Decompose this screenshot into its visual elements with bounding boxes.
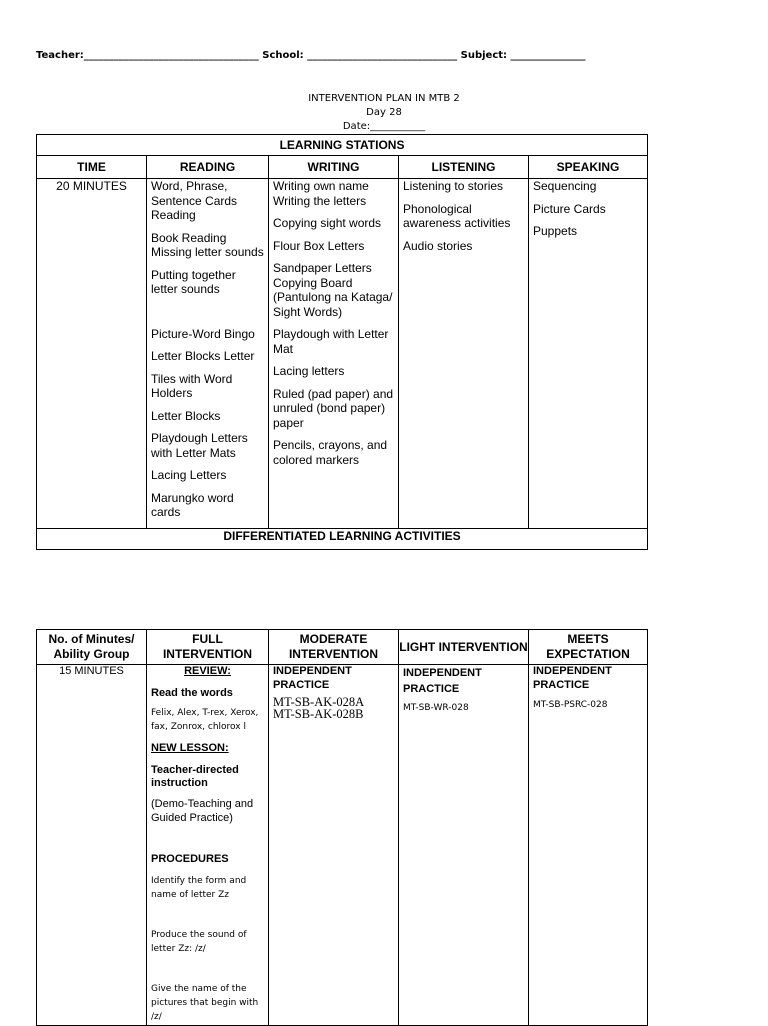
list-item: Picture-Word Bingo [151, 326, 255, 341]
full-intervention-cell [147, 665, 269, 1026]
list-item: Tiles with Word Holders [151, 371, 233, 400]
meets-expectation-cell [529, 665, 648, 1026]
worksheet-code: MT-SB-PSRC-028 [533, 700, 608, 710]
minutes-cell: 15 MINUTES [37, 665, 147, 1026]
demo-label: (Demo-Teaching and Guided Practice) [151, 797, 254, 824]
list-item: Marungko word cards [151, 490, 234, 519]
col-time: TIME [37, 156, 147, 179]
list-item: Copying sight words [273, 216, 382, 230]
list-item: Letter Blocks Letter [151, 349, 255, 363]
new-lesson-label: NEW LESSON: [151, 742, 229, 754]
list-item: Sequencing [533, 179, 597, 193]
list-item: Ruled (pad paper) and unruled (bond paper) paper [273, 386, 394, 430]
list-item: Audio stories [403, 238, 473, 253]
procedure-step: Identify the form and name of letter Zz [151, 876, 247, 900]
differentiated-table [36, 629, 648, 1026]
list-item: Listening to stories [403, 179, 504, 193]
col-moderate-intervention: MODERATE INTERVENTION [269, 630, 399, 665]
col-light-intervention: LIGHT INTERVENTION [399, 630, 529, 665]
col-listening: LISTENING [399, 156, 529, 179]
worksheet-code: MT-SB-AK-028B [273, 707, 364, 721]
speaking-cell [529, 179, 648, 529]
independent-practice-label: INDEPENDENT PRACTICE [273, 665, 352, 691]
col-reading: READING [147, 156, 269, 179]
listening-cell [399, 179, 529, 529]
list-item: Lacing Letters [151, 468, 227, 482]
list-item: Book Reading Missing letter sounds [151, 230, 264, 259]
procedure-step: Give the name of the pictures that begin with /z/ [151, 984, 259, 1022]
col-minutes: No. of Minutes/ Ability Group [37, 630, 147, 665]
header-fields: Teacher:___________________________________ School: ______________________________ Subject: _______________ [36, 50, 586, 61]
learning-stations-table [36, 134, 648, 550]
list-item: Phonological awareness activities [403, 201, 511, 230]
col-speaking: SPEAKING [529, 156, 648, 179]
word-list: Felix, Alex, T-rex, Xerox, fax, Zonrox, chlorox l [151, 708, 259, 732]
writing-cell [269, 179, 399, 529]
independent-practice-label: INDEPENDENT PRACTICE [403, 667, 482, 695]
light-intervention-cell [399, 665, 529, 1026]
worksheet-code: MT-SB-AK-028A [273, 695, 365, 709]
differentiated-heading: DIFFERENTIATED LEARNING ACTIVITIES [37, 528, 648, 549]
list-item: Playdough with Letter Mat [273, 327, 389, 356]
list-item: Playdough Letters with Letter Mats [151, 431, 248, 460]
list-item: Writing own name Writing the letters [273, 179, 369, 208]
independent-practice-label: INDEPENDENT PRACTICE [533, 665, 612, 691]
list-item: Word, Phrase, Sentence Cards Reading [151, 179, 238, 222]
plan-title: INTERVENTION PLAN IN MTB 2 [308, 93, 460, 104]
list-item: Picture Cards [533, 201, 606, 216]
reading-cell [147, 179, 269, 529]
list-item: Pencils, crayons, and colored markers [273, 438, 388, 467]
review-label: REVIEW: [184, 665, 231, 677]
col-full-intervention: FULL INTERVENTION [147, 630, 269, 665]
col-meets-expectation: MEETS EXPECTATION [529, 630, 648, 665]
moderate-intervention-cell [269, 665, 399, 1026]
date-field: Date:___________ [342, 121, 426, 132]
procedures-label: PROCEDURES [151, 852, 229, 865]
worksheet-code: MT-SB-WR-028 [403, 703, 469, 713]
list-item: Putting together letter sounds [151, 267, 236, 296]
teacher-directed-label: Teacher-directed instruction [151, 763, 239, 789]
day-label: Day 28 [366, 107, 402, 118]
learning-stations-heading: LEARNING STATIONS [37, 135, 648, 156]
list-item: Lacing letters [273, 364, 345, 378]
time-cell: 20 MINUTES [37, 179, 147, 529]
procedure-step: Produce the sound of letter Zz: /z/ [151, 930, 247, 954]
list-item: Puppets [533, 224, 578, 238]
list-item: Letter Blocks [151, 408, 221, 423]
list-item: Sandpaper Letters Copying Board (Pantulong na Kataga/ Sight Words) [273, 261, 393, 319]
col-writing: WRITING [269, 156, 399, 179]
list-item: Flour Box Letters [273, 238, 365, 253]
read-words-label: Read the words [151, 686, 233, 699]
